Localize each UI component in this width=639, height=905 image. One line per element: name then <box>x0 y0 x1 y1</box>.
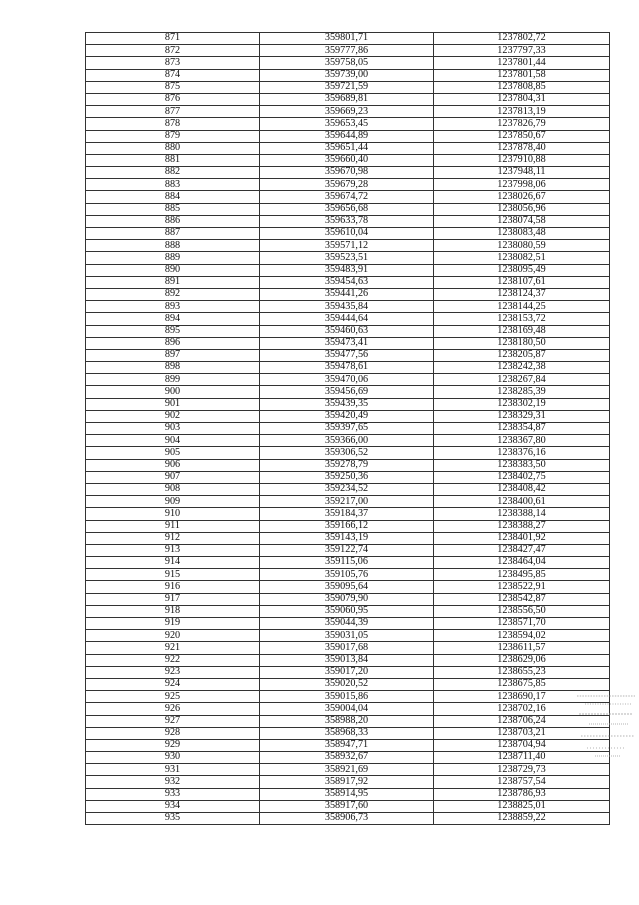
point-number-cell: 918 <box>86 605 260 617</box>
table-row <box>86 423 610 435</box>
y-coordinate-cell: 1238180,50 <box>434 337 610 349</box>
y-coordinate-cell: 1238026,67 <box>434 191 610 203</box>
point-number-cell: 917 <box>86 593 260 605</box>
x-coordinate-cell: 358947,71 <box>260 739 434 751</box>
y-coordinate-cell: 1238153,72 <box>434 313 610 325</box>
table-row <box>86 93 610 105</box>
point-number-cell: 933 <box>86 788 260 800</box>
x-coordinate-cell: 359523,51 <box>260 252 434 264</box>
point-number-cell: 919 <box>86 618 260 630</box>
y-coordinate-cell: 1238354,87 <box>434 423 610 435</box>
y-coordinate-cell: 1238401,92 <box>434 532 610 544</box>
x-coordinate-cell: 359217,00 <box>260 496 434 508</box>
point-number-cell: 912 <box>86 532 260 544</box>
point-number-cell: 904 <box>86 435 260 447</box>
point-number-cell: 893 <box>86 301 260 313</box>
x-coordinate-cell: 359435,84 <box>260 301 434 313</box>
y-coordinate-cell: 1238729,73 <box>434 764 610 776</box>
x-coordinate-cell: 359397,65 <box>260 423 434 435</box>
table-row <box>86 544 610 556</box>
x-coordinate-cell: 359651,44 <box>260 142 434 154</box>
point-number-cell: 876 <box>86 93 260 105</box>
y-coordinate-cell: 1238267,84 <box>434 374 610 386</box>
table-row <box>86 69 610 81</box>
point-number-cell: 896 <box>86 337 260 349</box>
x-coordinate-cell: 358917,60 <box>260 800 434 812</box>
y-coordinate-cell: 1238711,40 <box>434 752 610 764</box>
table-row <box>86 459 610 471</box>
x-coordinate-cell: 359653,45 <box>260 118 434 130</box>
x-coordinate-cell: 359610,04 <box>260 228 434 240</box>
table-row <box>86 374 610 386</box>
table-row <box>86 215 610 227</box>
table-row <box>86 678 610 690</box>
point-number-cell: 883 <box>86 179 260 191</box>
y-coordinate-cell: 1237910,88 <box>434 154 610 166</box>
point-number-cell: 877 <box>86 106 260 118</box>
y-coordinate-cell: 1238427,47 <box>434 544 610 556</box>
x-coordinate-cell: 359366,00 <box>260 435 434 447</box>
y-coordinate-cell: 1238242,38 <box>434 362 610 374</box>
x-coordinate-cell: 359656,68 <box>260 203 434 215</box>
table-row <box>86 630 610 642</box>
x-coordinate-cell: 358988,20 <box>260 715 434 727</box>
point-number-cell: 887 <box>86 228 260 240</box>
table-row <box>86 362 610 374</box>
x-coordinate-cell: 359633,78 <box>260 215 434 227</box>
y-coordinate-cell: 1238388,27 <box>434 520 610 532</box>
table-row <box>86 264 610 276</box>
y-coordinate-cell: 1238571,70 <box>434 618 610 630</box>
y-coordinate-cell: 1238383,50 <box>434 459 610 471</box>
x-coordinate-cell: 359439,35 <box>260 398 434 410</box>
x-coordinate-cell: 359477,56 <box>260 349 434 361</box>
table-row <box>86 191 610 203</box>
y-coordinate-cell: 1238400,61 <box>434 496 610 508</box>
table-row <box>86 228 610 240</box>
point-number-cell: 900 <box>86 386 260 398</box>
table-row <box>86 81 610 93</box>
table-row <box>86 752 610 764</box>
y-coordinate-cell: 1238706,24 <box>434 715 610 727</box>
x-coordinate-cell: 359060,95 <box>260 605 434 617</box>
y-coordinate-cell: 1238690,17 <box>434 691 610 703</box>
x-coordinate-cell: 359115,06 <box>260 557 434 569</box>
y-coordinate-cell: 1238056,96 <box>434 203 610 215</box>
y-coordinate-cell: 1238859,22 <box>434 813 610 825</box>
table-row <box>86 313 610 325</box>
table-row <box>86 301 610 313</box>
y-coordinate-cell: 1237797,33 <box>434 45 610 57</box>
y-coordinate-cell: 1238302,19 <box>434 398 610 410</box>
y-coordinate-cell: 1237802,72 <box>434 33 610 45</box>
point-number-cell: 902 <box>86 410 260 422</box>
y-coordinate-cell: 1238629,06 <box>434 654 610 666</box>
table-row <box>86 569 610 581</box>
y-coordinate-cell: 1237878,40 <box>434 142 610 154</box>
x-coordinate-cell: 359234,52 <box>260 483 434 495</box>
y-coordinate-cell: 1237801,44 <box>434 57 610 69</box>
x-coordinate-cell: 359571,12 <box>260 240 434 252</box>
table-row <box>86 118 610 130</box>
point-number-cell: 925 <box>86 691 260 703</box>
table-row <box>86 532 610 544</box>
y-coordinate-cell: 1238388,14 <box>434 508 610 520</box>
table-row <box>86 471 610 483</box>
y-coordinate-cell: 1238144,25 <box>434 301 610 313</box>
y-coordinate-cell: 1238825,01 <box>434 800 610 812</box>
table-row <box>86 508 610 520</box>
y-coordinate-cell: 1238702,16 <box>434 703 610 715</box>
x-coordinate-cell: 359660,40 <box>260 154 434 166</box>
x-coordinate-cell: 358914,95 <box>260 788 434 800</box>
table-row <box>86 788 610 800</box>
table-row <box>86 203 610 215</box>
coordinates-table <box>85 32 610 825</box>
point-number-cell: 890 <box>86 264 260 276</box>
table-row <box>86 703 610 715</box>
x-coordinate-cell: 359777,86 <box>260 45 434 57</box>
y-coordinate-cell: 1238594,02 <box>434 630 610 642</box>
point-number-cell: 880 <box>86 142 260 154</box>
x-coordinate-cell: 358968,33 <box>260 727 434 739</box>
point-number-cell: 875 <box>86 81 260 93</box>
table-row <box>86 288 610 300</box>
table-row <box>86 167 610 179</box>
y-coordinate-cell: 1238082,51 <box>434 252 610 264</box>
table-row <box>86 57 610 69</box>
y-coordinate-cell: 1238704,94 <box>434 739 610 751</box>
x-coordinate-cell: 359278,79 <box>260 459 434 471</box>
y-coordinate-cell: 1238655,23 <box>434 666 610 678</box>
y-coordinate-cell: 1238464,04 <box>434 557 610 569</box>
table-row <box>86 800 610 812</box>
x-coordinate-cell: 359420,49 <box>260 410 434 422</box>
table-row <box>86 666 610 678</box>
table-row <box>86 447 610 459</box>
x-coordinate-cell: 358932,67 <box>260 752 434 764</box>
table-row <box>86 386 610 398</box>
x-coordinate-cell: 358917,92 <box>260 776 434 788</box>
x-coordinate-cell: 359015,86 <box>260 691 434 703</box>
table-row <box>86 45 610 57</box>
point-number-cell: 920 <box>86 630 260 642</box>
point-number-cell: 878 <box>86 118 260 130</box>
y-coordinate-cell: 1238124,37 <box>434 288 610 300</box>
x-coordinate-cell: 359306,52 <box>260 447 434 459</box>
point-number-cell: 873 <box>86 57 260 69</box>
point-number-cell: 906 <box>86 459 260 471</box>
x-coordinate-cell: 359801,71 <box>260 33 434 45</box>
y-coordinate-cell: 1238703,21 <box>434 727 610 739</box>
x-coordinate-cell: 359644,89 <box>260 130 434 142</box>
y-coordinate-cell: 1237948,11 <box>434 167 610 179</box>
y-coordinate-cell: 1238376,16 <box>434 447 610 459</box>
point-number-cell: 928 <box>86 727 260 739</box>
table-row <box>86 349 610 361</box>
table-row <box>86 410 610 422</box>
table-row <box>86 618 610 630</box>
table-row <box>86 398 610 410</box>
point-number-cell: 905 <box>86 447 260 459</box>
y-coordinate-cell: 1237998,06 <box>434 179 610 191</box>
y-coordinate-cell: 1237813,19 <box>434 106 610 118</box>
table-row <box>86 276 610 288</box>
table-row <box>86 252 610 264</box>
x-coordinate-cell: 359143,19 <box>260 532 434 544</box>
y-coordinate-cell: 1238611,57 <box>434 642 610 654</box>
point-number-cell: 915 <box>86 569 260 581</box>
point-number-cell: 888 <box>86 240 260 252</box>
y-coordinate-cell: 1237850,67 <box>434 130 610 142</box>
y-coordinate-cell: 1238786,93 <box>434 788 610 800</box>
coordinates-table-body <box>86 33 610 825</box>
x-coordinate-cell: 359031,05 <box>260 630 434 642</box>
y-coordinate-cell: 1238675,85 <box>434 678 610 690</box>
y-coordinate-cell: 1238107,61 <box>434 276 610 288</box>
x-coordinate-cell: 359017,20 <box>260 666 434 678</box>
table-row <box>86 33 610 45</box>
y-coordinate-cell: 1238169,48 <box>434 325 610 337</box>
point-number-cell: 907 <box>86 471 260 483</box>
x-coordinate-cell: 359105,76 <box>260 569 434 581</box>
table-row <box>86 179 610 191</box>
table-row <box>86 691 610 703</box>
point-number-cell: 894 <box>86 313 260 325</box>
table-row <box>86 154 610 166</box>
table-row <box>86 130 610 142</box>
x-coordinate-cell: 359079,90 <box>260 593 434 605</box>
x-coordinate-cell: 359122,74 <box>260 544 434 556</box>
y-coordinate-cell: 1237808,85 <box>434 81 610 93</box>
point-number-cell: 871 <box>86 33 260 45</box>
x-coordinate-cell: 359721,59 <box>260 81 434 93</box>
point-number-cell: 872 <box>86 45 260 57</box>
table-row <box>86 337 610 349</box>
table-row <box>86 642 610 654</box>
point-number-cell: 908 <box>86 483 260 495</box>
x-coordinate-cell: 359004,04 <box>260 703 434 715</box>
y-coordinate-cell: 1238205,87 <box>434 349 610 361</box>
table-row <box>86 106 610 118</box>
x-coordinate-cell: 359444,64 <box>260 313 434 325</box>
table-row <box>86 520 610 532</box>
point-number-cell: 914 <box>86 557 260 569</box>
table-row <box>86 496 610 508</box>
y-coordinate-cell: 1238402,75 <box>434 471 610 483</box>
table-row <box>86 581 610 593</box>
point-number-cell: 903 <box>86 423 260 435</box>
y-coordinate-cell: 1238367,80 <box>434 435 610 447</box>
y-coordinate-cell: 1238408,42 <box>434 483 610 495</box>
table-row <box>86 240 610 252</box>
x-coordinate-cell: 359669,23 <box>260 106 434 118</box>
stamp-mark <box>575 690 637 760</box>
table-row <box>86 715 610 727</box>
y-coordinate-cell: 1238329,31 <box>434 410 610 422</box>
x-coordinate-cell: 359456,69 <box>260 386 434 398</box>
x-coordinate-cell: 358921,69 <box>260 764 434 776</box>
point-number-cell: 897 <box>86 349 260 361</box>
table-row <box>86 435 610 447</box>
y-coordinate-cell: 1238083,48 <box>434 228 610 240</box>
point-number-cell: 891 <box>86 276 260 288</box>
x-coordinate-cell: 359013,84 <box>260 654 434 666</box>
y-coordinate-cell: 1238074,58 <box>434 215 610 227</box>
point-number-cell: 922 <box>86 654 260 666</box>
x-coordinate-cell: 359483,91 <box>260 264 434 276</box>
x-coordinate-cell: 359670,98 <box>260 167 434 179</box>
y-coordinate-cell: 1238757,54 <box>434 776 610 788</box>
point-number-cell: 926 <box>86 703 260 715</box>
point-number-cell: 882 <box>86 167 260 179</box>
table-row <box>86 593 610 605</box>
x-coordinate-cell: 359470,06 <box>260 374 434 386</box>
table-row <box>86 605 610 617</box>
x-coordinate-cell: 359689,81 <box>260 93 434 105</box>
point-number-cell: 884 <box>86 191 260 203</box>
point-number-cell: 895 <box>86 325 260 337</box>
point-number-cell: 892 <box>86 288 260 300</box>
point-number-cell: 927 <box>86 715 260 727</box>
y-coordinate-cell: 1238542,87 <box>434 593 610 605</box>
point-number-cell: 916 <box>86 581 260 593</box>
x-coordinate-cell: 359441,26 <box>260 288 434 300</box>
x-coordinate-cell: 359679,28 <box>260 179 434 191</box>
x-coordinate-cell: 359473,41 <box>260 337 434 349</box>
point-number-cell: 909 <box>86 496 260 508</box>
table-row <box>86 739 610 751</box>
x-coordinate-cell: 359674,72 <box>260 191 434 203</box>
x-coordinate-cell: 359250,36 <box>260 471 434 483</box>
table-row <box>86 776 610 788</box>
point-number-cell: 910 <box>86 508 260 520</box>
point-number-cell: 921 <box>86 642 260 654</box>
point-number-cell: 881 <box>86 154 260 166</box>
table-row <box>86 727 610 739</box>
y-coordinate-cell: 1238095,49 <box>434 264 610 276</box>
point-number-cell: 911 <box>86 520 260 532</box>
point-number-cell: 932 <box>86 776 260 788</box>
x-coordinate-cell: 358906,73 <box>260 813 434 825</box>
point-number-cell: 874 <box>86 69 260 81</box>
x-coordinate-cell: 359478,61 <box>260 362 434 374</box>
point-number-cell: 886 <box>86 215 260 227</box>
point-number-cell: 929 <box>86 739 260 751</box>
point-number-cell: 889 <box>86 252 260 264</box>
point-number-cell: 923 <box>86 666 260 678</box>
x-coordinate-cell: 359184,37 <box>260 508 434 520</box>
x-coordinate-cell: 359020,52 <box>260 678 434 690</box>
table-row <box>86 557 610 569</box>
point-number-cell: 931 <box>86 764 260 776</box>
table-row <box>86 483 610 495</box>
x-coordinate-cell: 359460,63 <box>260 325 434 337</box>
y-coordinate-cell: 1238495,85 <box>434 569 610 581</box>
y-coordinate-cell: 1238285,39 <box>434 386 610 398</box>
x-coordinate-cell: 359044,39 <box>260 618 434 630</box>
point-number-cell: 879 <box>86 130 260 142</box>
point-number-cell: 899 <box>86 374 260 386</box>
x-coordinate-cell: 359454,63 <box>260 276 434 288</box>
point-number-cell: 924 <box>86 678 260 690</box>
point-number-cell: 898 <box>86 362 260 374</box>
x-coordinate-cell: 359758,05 <box>260 57 434 69</box>
y-coordinate-cell: 1237804,31 <box>434 93 610 105</box>
y-coordinate-cell: 1238080,59 <box>434 240 610 252</box>
x-coordinate-cell: 359017,68 <box>260 642 434 654</box>
x-coordinate-cell: 359739,00 <box>260 69 434 81</box>
y-coordinate-cell: 1237801,58 <box>434 69 610 81</box>
point-number-cell: 901 <box>86 398 260 410</box>
table-row <box>86 813 610 825</box>
table-row <box>86 764 610 776</box>
x-coordinate-cell: 359166,12 <box>260 520 434 532</box>
table-row <box>86 654 610 666</box>
point-number-cell: 934 <box>86 800 260 812</box>
point-number-cell: 935 <box>86 813 260 825</box>
y-coordinate-cell: 1237826,79 <box>434 118 610 130</box>
point-number-cell: 885 <box>86 203 260 215</box>
point-number-cell: 913 <box>86 544 260 556</box>
point-number-cell: 930 <box>86 752 260 764</box>
table-row <box>86 325 610 337</box>
x-coordinate-cell: 359095,64 <box>260 581 434 593</box>
table-row <box>86 142 610 154</box>
y-coordinate-cell: 1238556,50 <box>434 605 610 617</box>
y-coordinate-cell: 1238522,91 <box>434 581 610 593</box>
